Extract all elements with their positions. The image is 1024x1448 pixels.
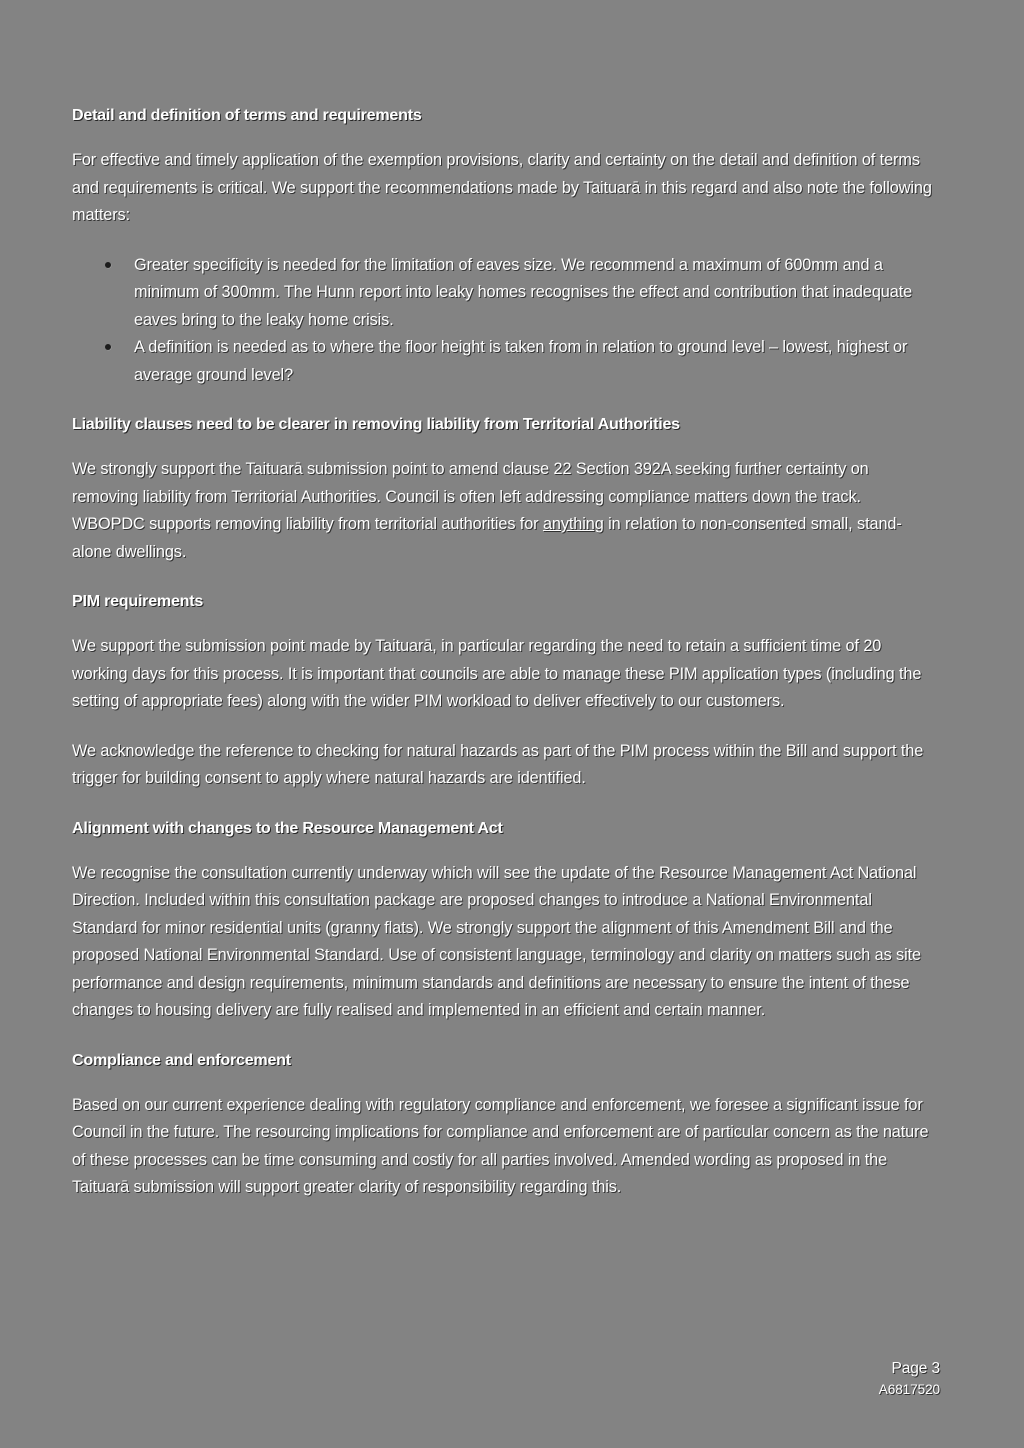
page-footer (879, 1358, 940, 1400)
section-heading-pim-requirements: PIM requirements (72, 592, 204, 610)
paragraph-compliance: Based on our current experience dealing with regulatory compliance and enforcement, we foresee a significant issue for Council in the future. The resourcing implications for compliance and enforcement are of particular concern as the nature of these processes can be time consuming and costly for all parties involved. Amended wording as proposed in the Taituarā submission will support greater clarity of responsibility regarding this. (72, 1095, 929, 1196)
spacer (72, 126, 938, 147)
bullet-dot-icon (105, 262, 111, 268)
paragraph-pim-1: We support the submission point made by Taituarā, in particular regarding the need to retain a sufficient time of 20 working days for this process. It is important that councils are able to manage these PIM application types (including the setting of appropriate fees) along with the wider PIM workload to deliver effectively to our customers. (72, 637, 922, 710)
section-heading-alignment-rma: Alignment with changes to the Resource Management Act (72, 818, 503, 837)
document-reference: A6817520 (878, 1382, 940, 1397)
spacer (72, 566, 938, 590)
paragraph-detail-intro: For effective and timely application of the exemption provisions, clarity and certainty on the detail and definition of terms and requirements is critical. We support the recommendations made by Taituarā in this regard and also note the following matters: (72, 151, 932, 224)
paragraph-liability (72, 456, 938, 566)
paragraph-liability-emphasis: anything (542, 515, 604, 533)
section-heading-compliance-enforcement: Compliance and enforcement (72, 1050, 291, 1069)
spacer (72, 435, 938, 456)
document-body (72, 104, 938, 1202)
list-item-text: Greater specificity is needed for the limitation of eaves size. We recommend a maximum of 600mm and a minimum of 300mm. The Hunn report into leaky homes recognises the effect and contribution that inadequate eaves bring to the leaky home crisis. (134, 255, 913, 329)
spacer (72, 389, 938, 413)
section-heading-liability-clauses: Liability clauses need to be clearer in removing liability from Territorial Authorities (72, 415, 680, 433)
spacer (72, 1071, 938, 1092)
spacer (72, 793, 938, 817)
spacer (72, 716, 938, 738)
page-number: Page 3 (891, 1360, 940, 1377)
paragraph-pim-2: We acknowledge the reference to checking for natural hazards as part of the PIM process within the Bill and support the trigger for building consent to apply where natural hazards are identified. (72, 741, 924, 787)
spacer (72, 612, 938, 633)
bullet-list-detail (72, 252, 938, 390)
list-item (72, 252, 938, 335)
paragraph-liability-part1: We strongly support the Taituarā submission point to amend clause 22 Section 392A seeking further certainty on removing liability from Territorial Authorities. Council is often left addressing compliance matters down the track. WBOPDC supports removing liability from territorial authorities for (72, 460, 869, 533)
paragraph-alignment: We recognise the consultation currently underway which will see the update of the Resource Management Act National Direction. Included within this consultation package are proposed changes to introduce a National Environmental Standard for minor residential units (granny flats). We strongly support the alignment of this Amendment Bill and the proposed National Environmental Standard. Use of consistent language, terminology and clarity on matters such as site performance and design requirements, minimum standards and definitions are necessary to ensure the intent of these changes to housing delivery are fully realised and implemented in an efficient and certain manner. (72, 863, 921, 1019)
section-heading-detail-and-definition: Detail and definition of terms and requirements (72, 106, 422, 124)
spacer (72, 230, 938, 252)
list-item (72, 334, 938, 389)
spacer (72, 1025, 938, 1049)
paragraph-liability-part2: in relation to non-consented small, stand-alone dwellings. (72, 515, 902, 561)
list-item-text: A definition is needed as to where the floor height is taken from in relation to ground level – lowest, highest or average ground level? (134, 338, 908, 384)
bullet-dot-icon (105, 344, 111, 350)
spacer (72, 839, 938, 860)
